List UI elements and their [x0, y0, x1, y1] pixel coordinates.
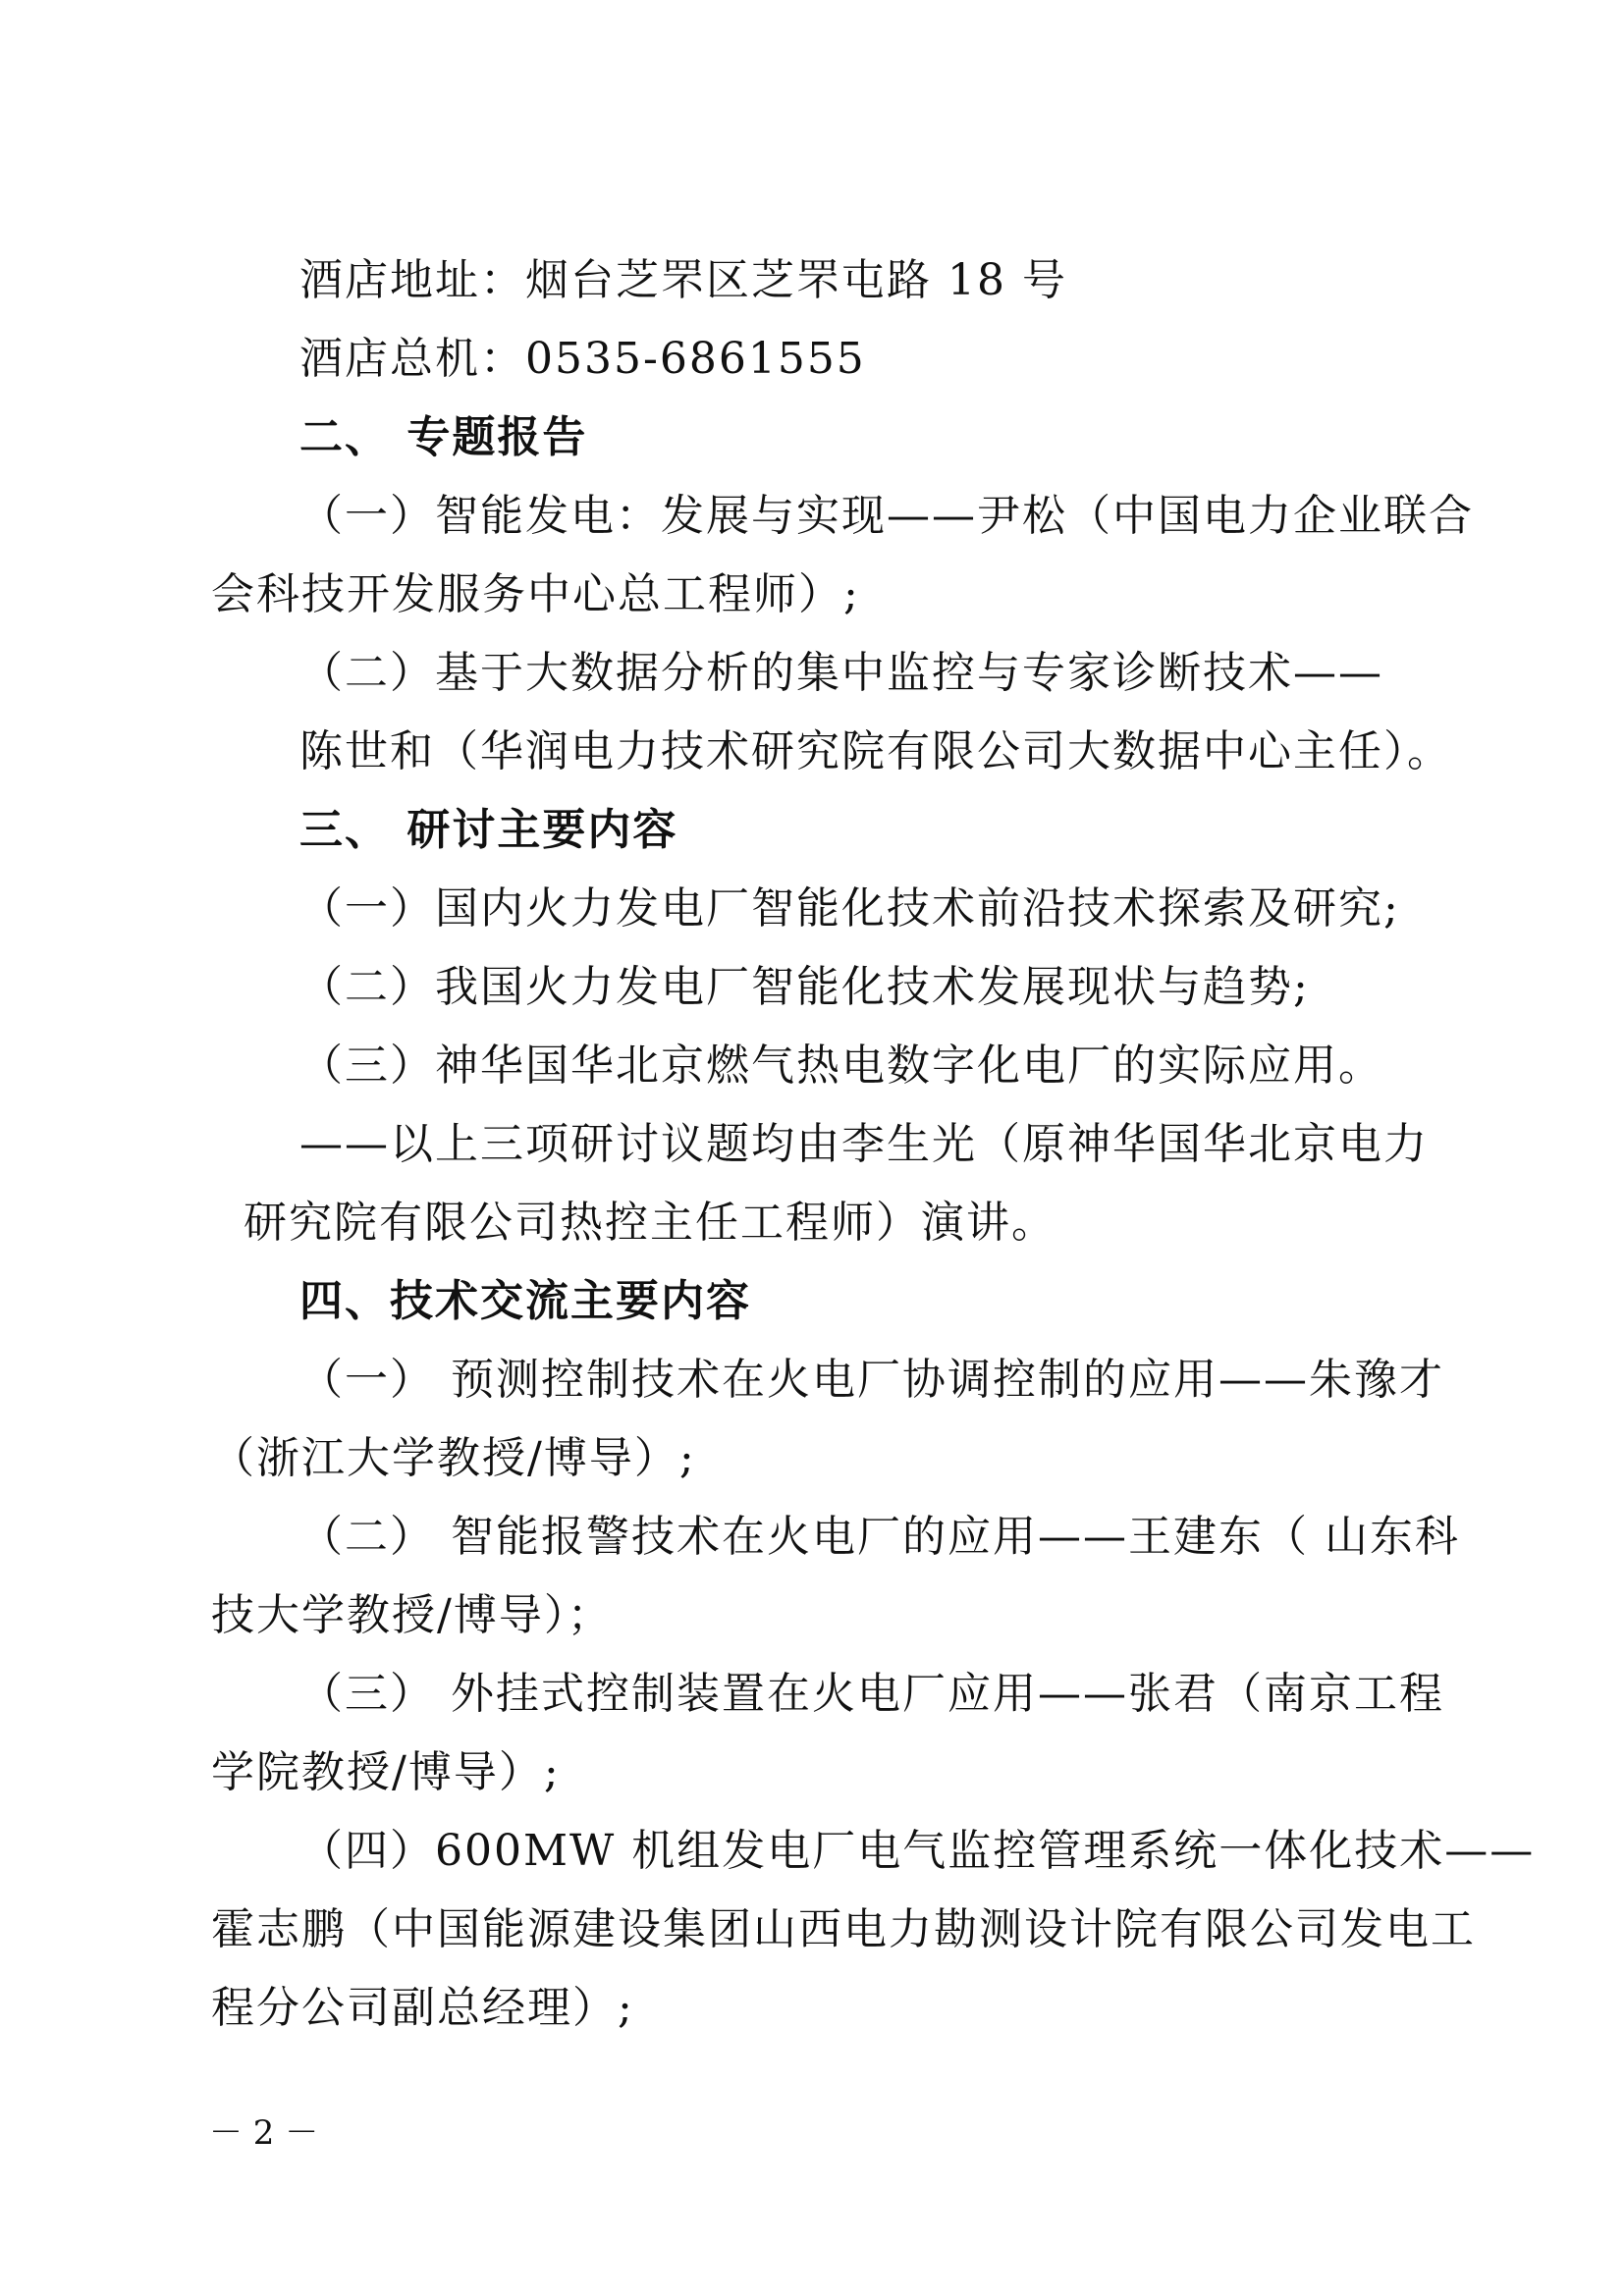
discussion-note-line-2: 研究院有限公司热控主任工程师）演讲。: [244, 1198, 1056, 1248]
section-heading-discussion: 三、 研讨主要内容: [299, 805, 678, 855]
page-number: － 2 －: [209, 2113, 319, 2153]
exchange-item-3-line-1: （三） 外挂式控制装置在火电厂应用——张君（南京工程: [299, 1669, 1444, 1719]
section-heading-topic-reports: 二、 专题报告: [299, 412, 588, 462]
exchange-item-4-line-1: （四）600MW 机组发电厂电气监控管理系统一体化技术——: [299, 1826, 1536, 1876]
exchange-item-4-line-3: 程分公司副总经理）;: [211, 1983, 634, 2033]
section-heading-tech-exchange: 四、技术交流主要内容: [299, 1276, 751, 1326]
exchange-item-2-line-2: 技大学教授/博导）；: [211, 1590, 613, 1640]
exchange-item-1-line-2: （浙江大学教授/博导）;: [211, 1433, 696, 1483]
discussion-item-1: （一）国内火力发电厂智能化技术前沿技术探索及研究;: [299, 883, 1400, 934]
report-item-1-line-2: 会科技开发服务中心总工程师）;: [211, 569, 860, 619]
exchange-item-2-line-1: （二） 智能报警技术在火电厂的应用——王建东（ 山东科: [299, 1512, 1460, 1562]
discussion-item-2: （二）我国火力发电厂智能化技术发展现状与趋势;: [299, 962, 1310, 1012]
hotel-address: 酒店地址：烟台芝罘区芝罘屯路 18 号: [299, 255, 1067, 305]
hotel-phone: 酒店总机：0535-6861555: [299, 334, 866, 384]
report-item-1-line-1: （一）智能发电：发展与实现——尹松（中国电力企业联合: [299, 491, 1474, 541]
exchange-item-3-line-2: 学院教授/博导）;: [211, 1747, 561, 1797]
exchange-item-1-line-1: （一） 预测控制技术在火电厂协调控制的应用——朱豫才: [299, 1355, 1444, 1405]
discussion-note-line-1: ——以上三项研讨议题均由李生光（原神华国华北京电力: [299, 1119, 1429, 1169]
report-item-2-line-1: （二）基于大数据分析的集中监控与专家诊断技术——: [299, 648, 1383, 698]
discussion-item-3: （三）神华国华北京燃气热电数字化电厂的实际应用。: [299, 1041, 1383, 1091]
exchange-item-4-line-2: 霍志鹏（中国能源建设集团山西电力勘测设计院有限公司发电工: [211, 1904, 1476, 1954]
report-item-2-line-2: 陈世和（华润电力技术研究院有限公司大数据中心主任）。: [299, 726, 1452, 776]
